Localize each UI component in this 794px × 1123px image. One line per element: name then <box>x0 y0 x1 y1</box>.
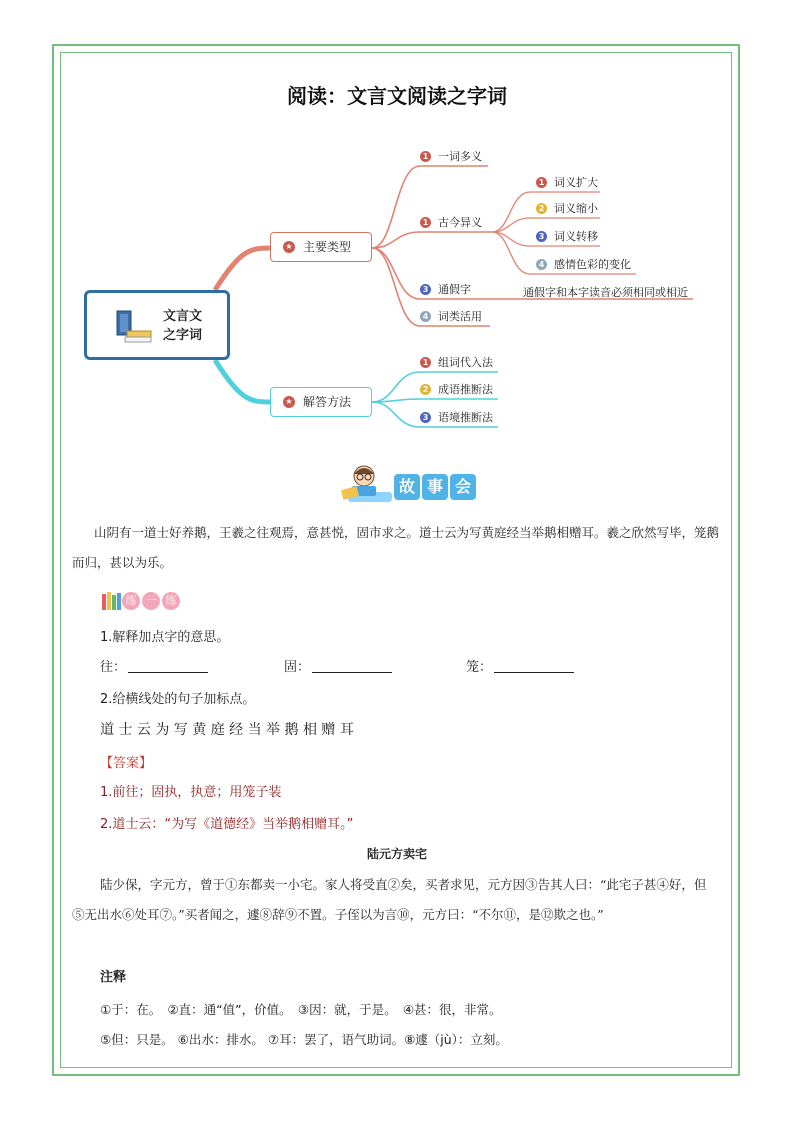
branch-main-types <box>270 232 372 262</box>
passage-body: 陆少保，字元方，曾于①东都卖一小宅。家人将受直②矣，买者求见，元方因③告其人曰：“此宅子甚④好，但⑤无出水⑥处耳⑦。”买者闻之，遽⑧辞⑨不置。子侄以为言⑩，元方曰：“不尔⑪，是⑫欺之也。” <box>72 877 707 922</box>
leaf-gujinyiyi: 1 古今异义 <box>420 215 482 231</box>
mindmap-connectors <box>0 0 794 460</box>
question-1: 1.解释加点字的意思。 <box>100 630 230 645</box>
blank-label-long: 笼： <box>466 660 493 675</box>
notes-line-1: ①于：在。 ②直：通“值”，价值。 ③因：就，于是。 ④甚：很，非常。 <box>100 1002 502 1017</box>
answer-heading: 【答案】 <box>100 756 153 771</box>
sub-zhuanyi: 3 词义转移 <box>536 229 598 245</box>
sentence-to-punctuate: 道 士 云 为 写 黄 庭 经 当 举 鹅 相 赠 耳 <box>100 722 354 738</box>
leaf-tongjiazi: 3 通假字 <box>420 282 471 298</box>
method-chengyu: 2 成语推断法 <box>420 382 493 398</box>
answer-2: 2.道士云：“为写《道德经》当举鹅相赠耳。” <box>100 817 354 832</box>
question-2: 2.给横线处的句子加标点。 <box>100 692 256 707</box>
blanks-row <box>100 656 600 675</box>
branch-label: 主要类型 <box>303 240 352 254</box>
mindmap-root <box>84 290 230 360</box>
method-yujing: 3 语境推断法 <box>420 410 493 426</box>
pencils-icon <box>100 590 122 612</box>
practice-char: 练 <box>162 592 180 610</box>
leaf-cileihuoyong: 4 词类活用 <box>420 309 482 325</box>
method-zuci: 1 组词代入法 <box>420 355 493 371</box>
notes-heading: 注释 <box>100 970 127 985</box>
sub-suoxiao: 2 词义缩小 <box>536 201 598 217</box>
practice-char: 一 <box>142 592 160 610</box>
answer-blank[interactable] <box>312 659 392 673</box>
answer-1: 1.前往；固执，执意；用笼子装 <box>100 785 282 800</box>
notes-line-2: ⑤但：只是。 ⑥出水：排水。 ⑦耳：罢了，语气助词。⑧遽（jù）：立刻。 <box>100 1032 508 1047</box>
practice-char: 练 <box>122 592 140 610</box>
student-reading-icon <box>338 462 394 508</box>
star-icon: ★ <box>283 396 295 408</box>
blank-label-gu: 固： <box>284 660 311 675</box>
passage-title: 陆元方卖宅 <box>366 847 427 861</box>
badge-char: 事 <box>422 474 448 500</box>
badge-char: 会 <box>450 474 476 500</box>
blank-label-wang: 往： <box>100 660 127 675</box>
sub-kuoda: 1 词义扩大 <box>536 175 598 191</box>
badge-char: 故 <box>394 474 420 500</box>
root-line-2: 之字词 <box>163 328 203 343</box>
answer-blank[interactable] <box>128 659 208 673</box>
sub-ganqing: 4 感情色彩的变化 <box>536 257 631 273</box>
branch-methods <box>270 387 372 417</box>
root-line-1: 文言文 <box>163 309 203 324</box>
answer-blank[interactable] <box>494 659 574 673</box>
books-icon <box>115 309 155 345</box>
tongjiazi-note: 通假字和本字读音必须相同或相近 <box>523 286 688 299</box>
star-icon: ★ <box>283 241 295 253</box>
page-title: 阅读：文言文阅读之字词 <box>287 84 507 108</box>
branch-label: 解答方法 <box>303 395 352 409</box>
leaf-yiciduoyi: 1 一词多义 <box>420 149 482 165</box>
story-paragraph: 山阴有一道士好养鹅，王羲之往观焉，意甚悦，固市求之。道士云为写黄庭经当举鹅相赠耳。羲之欣然写毕，笼鹅而归，甚以为乐。 <box>72 525 720 570</box>
